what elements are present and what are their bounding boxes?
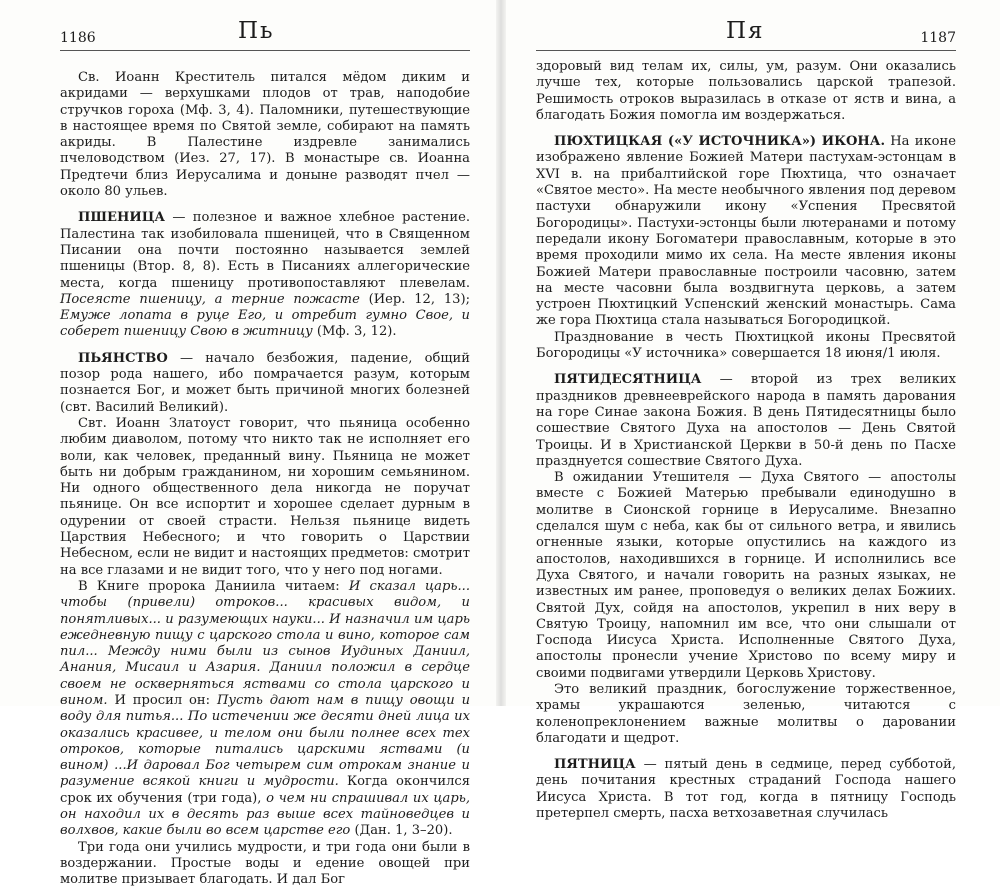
entry-text: — пятый день в седмице, перед субботой, день почитания крестных страданий Господа нашего Иисуса Христа. В тот год, когда в пятницу Господь претерпел смерть, пасха ветхозаветная случилась [536,757,956,822]
reference: (Дан. 1, 3–20). [350,823,453,839]
entry-term: ПЯТНИЦА [554,757,636,773]
entry-pyukhtitskaya [536,134,956,330]
running-head: Пя [726,18,765,44]
quote: И сказал царь... чтобы (привели) отроков... красивых видом, и понятливых... и разумеющих науки... И назначил им царь ежедневную пищу с царского стола и вино, которое сам пил... Между ними были из сынов Иудиных Даниил, Анания, Мисаил и Азария. Даниил положил в сердце своем не оскверняться яствами со стола царского и вином. [60,578,470,708]
left-page-header [60,18,470,52]
paragraph-feast: Это великий праздник, богослужение торжественное, храмы украшаются зеленью, читаются с коленопреклонением важные молитвы о даровании благодати и щедрот. [536,681,956,746]
entry-pyatnitsa [536,757,956,822]
page-number: 1186 [60,30,96,46]
entry-term: ПЬЯНСТВО [78,350,168,366]
quote: Емуже лопата в руце Его, и отребит гумно Свое, и соберет пшеницу Свою в житницу [60,308,470,340]
paragraph-zlatoust: Свт. Иоанн Златоуст говорит, что пьяница особенно любим диаволом, потому что никто так не исполняет его воли, как человек, преданный вину. Пьяница не может быть ни добрым гражданином, ни хорошим семьянином. Ни одного общественного дела никогда не поручат пьянице. Он все испортит и хорошее сделает дурным в одурении от своей страсти. Нельзя пьянице видеть Царствия Небесного; и что говорить о Царствии Небесном, если не видит и настоящих предметов: смотрит на все глазами и не видит того, что у него под ногами. [60,415,470,578]
text: В Книге пророка Даниила читаем: [78,578,349,594]
header-rule [60,50,470,51]
reference: (Мф. 3, 12). [312,324,397,340]
entry-pyanstvo [60,351,470,416]
quote: Пусть дают нам в пищу овощи и воду для питья... По истечении же десяти дней лица их оказались красивее, и телом они были полнее всех тех отроков, которые питались царскими яствами (и вином) ...И даровал Бог четырем сим отрокам знание и разумение всякой книги и мудрости. [60,692,470,790]
right-page-body [536,59,956,822]
entry-term: ПШЕНИЦА [78,210,166,226]
page-number: 1187 [920,30,956,46]
right-page [506,0,1000,822]
entry-term: ПЮХТИЦКАЯ («У ИСТОЧНИКА») ИКОНА. [554,134,886,150]
book-gutter [496,0,506,706]
entry-pyatidesyatnitsa [536,372,956,470]
paragraph-celebration: Празднование в честь Пюхтицкой иконы Пресвятой Богородицы «У источника» совершается 18 июня/1 июля. [536,329,956,362]
entry-pshenitsa [60,210,470,340]
running-head: Пь [238,18,275,44]
entry-text: — полезное и важное хлебное растение. Палестина так изобиловала пшеницей, что в Священном Писании она почти постоянно называется землей пшеницы (Втор. 8, 8). Есть в Писаниях аллегорические места, когда пшеницу противопоставляют плевелам. [60,210,470,291]
entry-term: ПЯТИДЕСЯТНИЦА [554,372,702,388]
quote: Посеясте пшеницу, а терние пожасте [60,291,360,307]
left-page [0,0,496,888]
entry-text: — второй из трех великих праздников древнееврейского народа в память дарования на горе Синае закона Божия. В день Пятидесятницы было сошествие Святого Духа на апостолов — День Святой Троицы. И в Христианской Церкви в 50-й день по Пасхе празднуется сошествие Святого Духа. [536,372,956,469]
paragraph-apostles: В ожидании Утешителя — Духа Святого — апостолы вместе с Божией Матерью пребывали единодушно в молитве в Сионской горнице в Иерусалиме. Внезапно сделался шум с неба, как бы от сильного ветра, и явились огненные языки, которые опустились на каждого из апостолов, находившихся в горнице. И исполнились все Духа Святого, и начали говорить на разных языках, не известных им ранее, проповедуя о великих делах Божиих. Святой Дух, сойдя на апостолов, укрепил в них веру в Святую Троицу, напомнил им все, что они слышали от Господа Иисуса Христа. Исполненные Святого Духа, апостолы пронесли учение Христово по всему миру и своими подвигами утвердили Церковь Христову. [536,470,956,681]
header-rule [536,50,956,51]
entry-text: — начало безбожия, падение, общий позор рода нашего, ибо помрачается разум, которым познается Бог, и может быть причиной многих болезней (свт. Василий Великий). [60,350,470,415]
text: И просил он: [107,692,217,708]
paragraph-daniel [60,579,470,840]
left-page-body [60,70,470,889]
entry-text: На иконе изображено явление Божией Матери пастухам-эстонцам в XVI в. на прибалтийской горе Пюхтица, что означает «Святое место». На месте необычного явления под деревом пастухи обнаружили икону «Успения Пресвятой Богородицы». Пастухи-эстонцы были лютеранами и потому передали икону Богоматери православным, которые в это время проходили мимо их села. На месте явления иконы Божией Матери православные построили часовню, затем на месте часовни была воздвигнута церковь, а затем устроен Пюхтицкий Успенский женский монастырь. Сама же гора Пюхтица стала называться Богородицкой. [536,134,956,329]
paragraph-three-years: Три года они учились мудрости, и три года они были в воздержании. Простые воды и едение овощей при молитве призывает благодать. И дал Бог [60,839,470,888]
quote: о чем ни спрашивал их царь, он находил их в десять раз выше всех тайноведцев и волхвов, какие были во всем царстве его [60,790,470,839]
reference: (Иер. 12, 13); [359,291,471,307]
text: Когда окончился срок их обучения (три года), [60,774,470,806]
paragraph-ioann: Св. Иоанн Креститель питался мёдом диким и акридами — верхушками плодов от трав, наподобие стручков гороха (Мф. 3, 4). Паломники, путешествующие в настоящее время по Святой земле, собирают на память акриды. В Палестине издревле занимались пчеловодством (Иез. 27, 17). В монастыре св. Иоанна Предтечи близ Иерусалима и доныне разводят пчел — около 80 ульев. [60,70,470,200]
right-page-header [536,18,956,52]
paragraph-continuation: здоровый вид телам их, силы, ум, разум. Они оказались лучше тех, которые пользовались царской трапезой. Решимость отроков выразилась в отказе от яств и вина, а благодать Божия помогла им воздержаться. [536,59,956,123]
